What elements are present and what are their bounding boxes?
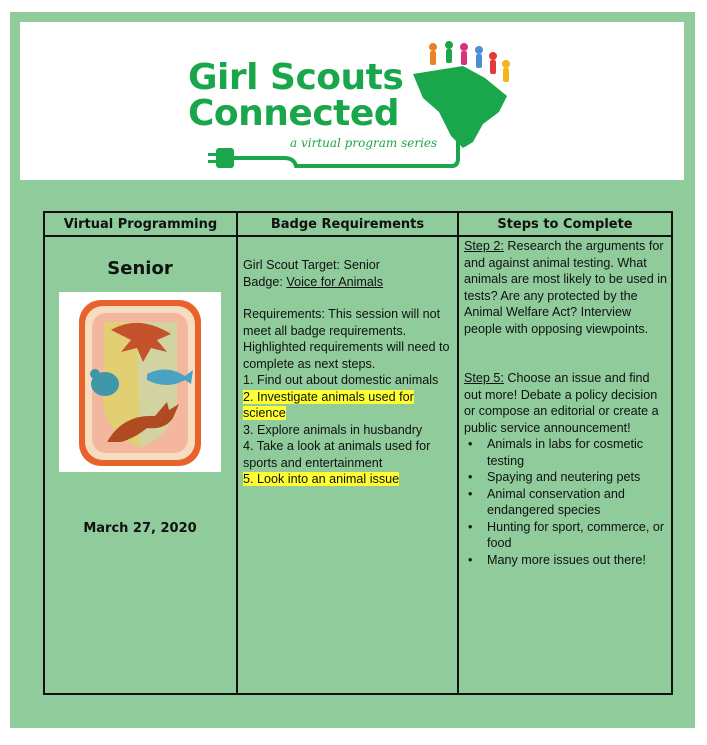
badge-name: Voice for Animals: [286, 274, 384, 289]
header-banner: [20, 22, 684, 180]
badge-image: [59, 292, 221, 472]
requirements-text: This session will not meet all badge requirements. Highlighted requirements will need to complete as next steps.: [243, 307, 450, 371]
session-date: March 27, 2020: [83, 521, 197, 536]
column-divider: [236, 213, 238, 693]
logo-title-line1: Girl Scouts: [188, 57, 404, 98]
program-table: [43, 211, 673, 695]
list-item: • Animal conservation and endangered species: [464, 486, 670, 519]
header-divider: [45, 235, 671, 237]
logo-title-line2: Connected: [188, 93, 400, 134]
header-steps-to-complete: Steps to Complete: [497, 217, 633, 232]
badge-requirements-cell: [243, 257, 457, 488]
list-item: • Hunting for sport, commerce, or food: [464, 519, 670, 552]
requirement-item-2-text: 2. Investigate animals used for science: [243, 389, 414, 420]
list-item: • Many more issues out there!: [464, 552, 670, 569]
issue-list: [464, 436, 670, 568]
step-5: [464, 370, 670, 436]
requirement-item-5: [243, 471, 457, 488]
header-badge-requirements: Badge Requirements: [270, 217, 425, 232]
list-item: • Spaying and neutering pets: [464, 469, 670, 486]
step-2-label: Step 2:: [464, 239, 504, 253]
step-2: [464, 238, 670, 337]
requirements-label: Requirements:: [243, 307, 325, 321]
step-2-text: Research the arguments for and against animal testing. What animals are most likely to be used in tests? Are any protected by the Animal Welfare Act? Interview people with opposing viewpoints.: [464, 239, 667, 336]
header-virtual-programming: Virtual Programming: [63, 217, 218, 232]
step-5-label: Step 5:: [464, 371, 504, 385]
requirement-item-2: [243, 389, 457, 422]
steps-cell: [464, 238, 670, 568]
requirement-item-1: 1. Find out about domestic animals: [243, 373, 439, 387]
requirements-paragraph: [243, 306, 457, 372]
target-line: [243, 257, 457, 274]
column-divider: [457, 213, 459, 693]
step-5-text: Choose an issue and find out more! Debate a policy decision or compose an editorial or create a public service announcement!: [464, 371, 659, 435]
target-label: Girl Scout Target:: [243, 258, 341, 272]
requirement-item-4: 4. Take a look at animals used for sports and entertainment: [243, 439, 431, 470]
level-title: Senior: [107, 258, 173, 279]
logo-tagline: a virtual program series: [290, 136, 438, 150]
requirement-item-3: 3. Explore animals in husbandry: [243, 422, 423, 437]
requirement-item-5-text: 5. Look into an animal issue: [243, 472, 400, 486]
list-item: • Animals in labs for cosmetic testing: [464, 436, 670, 469]
badge-line: [243, 274, 457, 291]
target-value: Senior: [340, 258, 380, 272]
badge-label: Badge:: [243, 274, 283, 289]
voice-for-animals-badge-icon: [59, 292, 221, 472]
